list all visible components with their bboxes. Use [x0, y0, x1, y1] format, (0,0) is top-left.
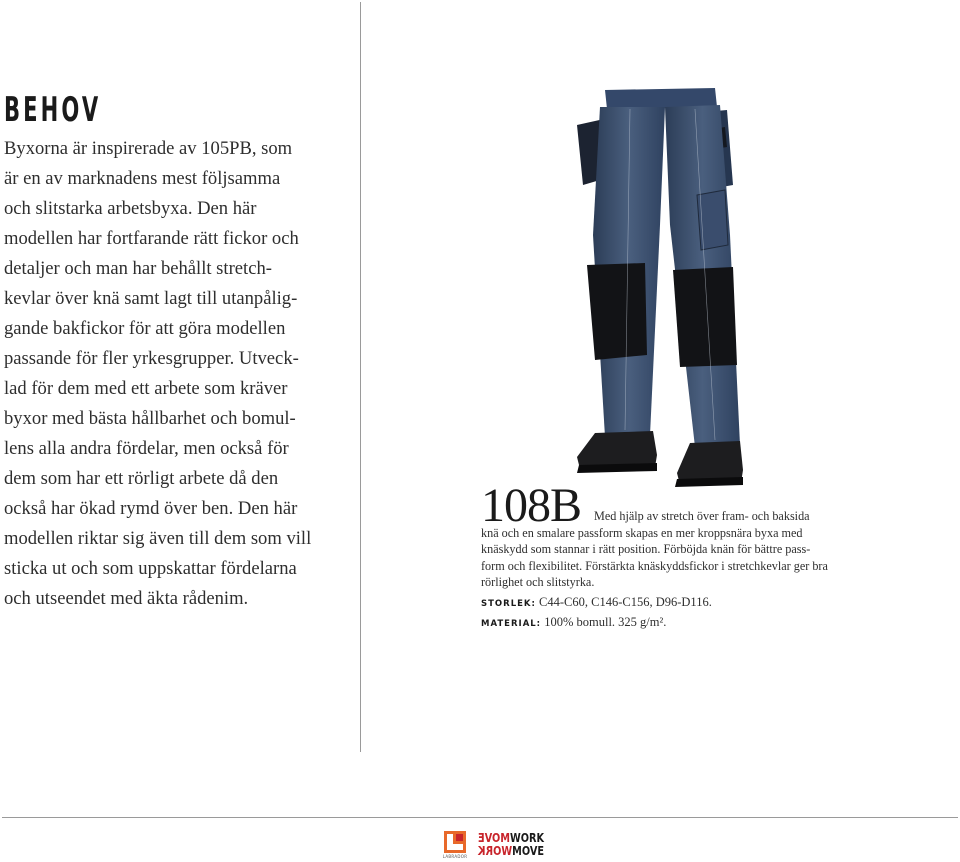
description-line: form och flexibilitet. Förstärkta knäskyddsfickor i stretchkevlar ger bra	[481, 558, 828, 573]
paragraph-line: gande bakfickor för att göra modellen	[4, 318, 286, 339]
size-value: C44-C60, C146-C156, D96-D116.	[539, 594, 712, 609]
material-label: MATERIAL:	[481, 618, 542, 629]
workmove-logo	[478, 830, 545, 861]
paragraph-line: också har ökad rymd över ben. Den här	[4, 498, 298, 519]
paragraph-line: modellen har fortfarande rätt fickor och	[4, 228, 299, 249]
workmove-mirror-1: MOVE	[478, 830, 510, 845]
material-spec	[481, 613, 861, 633]
description-line: rörlighet och slitstyrka.	[481, 575, 595, 589]
workmove-line-2	[478, 843, 545, 858]
section-paragraph	[4, 134, 349, 614]
section-heading: BEHOV	[4, 90, 102, 130]
paragraph-line: Byxorna är inspirerade av 105PB, som	[4, 138, 293, 159]
paragraph-line: detaljer och man har behållt stretch-	[4, 258, 272, 279]
size-spec	[481, 593, 861, 613]
description-line: knäskydd som stannar i rätt position. Förböjda knän för bättre pass-	[481, 542, 811, 556]
footer-logos	[442, 830, 545, 861]
labrador-mark-icon	[444, 831, 466, 853]
description-line: knä och en smalare passform skapas en mer kroppsnära byxa med	[481, 525, 803, 540]
labrador-wordmark: LABRADOR	[442, 854, 468, 859]
paragraph-line: kevlar över knä samt lagt till utanpålig-	[4, 288, 298, 309]
paragraph-line: modellen riktar sig även till dem som vill	[4, 528, 312, 549]
paragraph-line: lens alla andra fördelar, men också för	[4, 438, 289, 459]
workmove-mirror-2: WORK	[478, 843, 513, 858]
behov-section	[4, 90, 349, 614]
product-image-trousers	[565, 85, 765, 490]
description-line: Med hjälp av stretch över fram- och baksida	[594, 509, 810, 523]
paragraph-line: och utseendet med äkta rådenim.	[4, 588, 249, 609]
paragraph-line: lad för dem med ett arbete som kräver	[4, 378, 288, 399]
paragraph-line: byxor med bästa hållbarhet och bomul-	[4, 408, 296, 429]
workmove-word-1: WORK	[509, 830, 545, 845]
product-description	[481, 508, 861, 633]
paragraph-line: passande för fler yrkesgrupper. Utveck-	[4, 348, 299, 369]
paragraph-line: och slitstarka arbetsbyxa. Den här	[4, 198, 257, 219]
paragraph-line: sticka ut och som uppskattar fördelarna	[4, 558, 297, 579]
paragraph-line: dem som har ett rörligt arbete då den	[4, 468, 279, 489]
size-label: STORLEK:	[481, 598, 536, 609]
workmove-word-2: MOVE	[512, 843, 545, 858]
paragraph-line: är en av marknadens mest följsamma	[4, 168, 281, 189]
labrador-logo	[442, 831, 468, 861]
material-value: 100% bomull. 325 g/m².	[544, 614, 667, 629]
footer-divider	[2, 817, 958, 818]
column-divider	[360, 2, 361, 752]
product-code: 108B	[481, 479, 582, 532]
